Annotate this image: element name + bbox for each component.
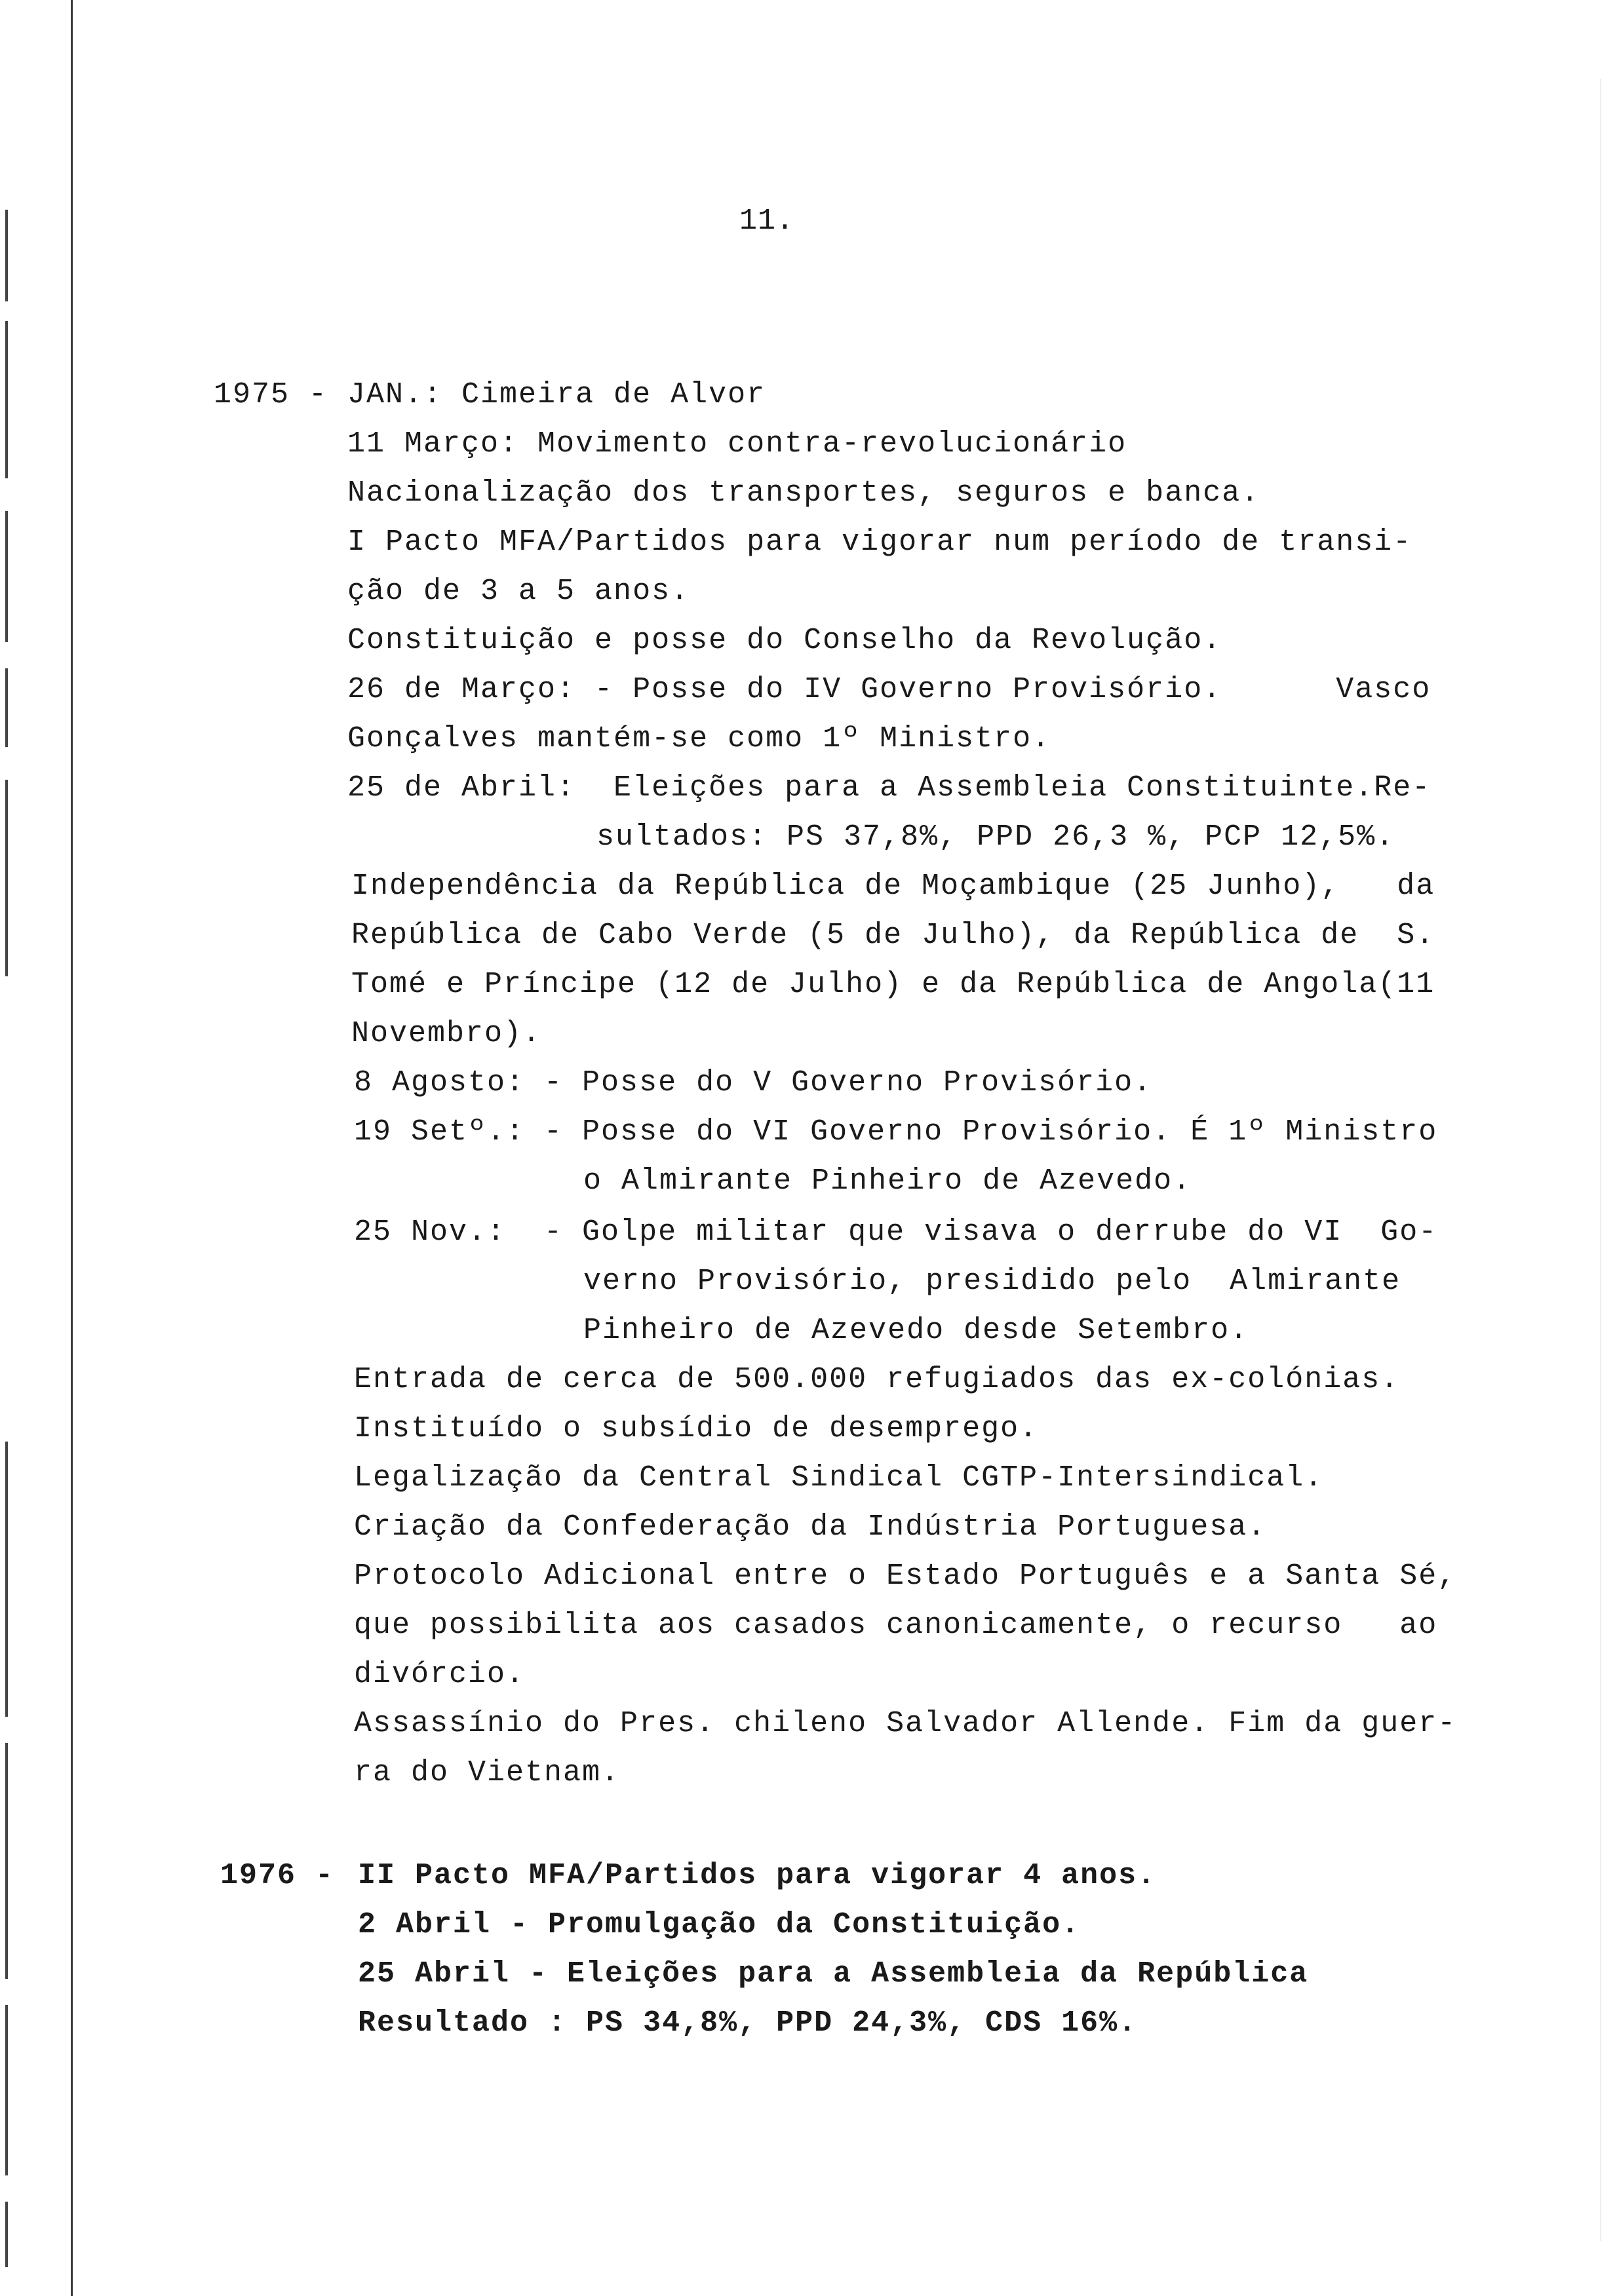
- page-number: 11.: [739, 204, 795, 238]
- entry-line: Pinheiro de Azevedo desde Setembro.: [583, 1314, 1249, 1347]
- entry-line: ra do Vietnam.: [354, 1756, 621, 1789]
- entry-line: 25 Nov.: - Golpe militar que visava o derrube do VI Go-: [354, 1215, 1438, 1249]
- year-1975: 1975 -: [214, 378, 328, 411]
- entry-line: ção de 3 a 5 anos.: [347, 575, 690, 608]
- entry-line: 8 Agosto: - Posse do V Governo Provisório.: [354, 1066, 1153, 1100]
- entry-line: Assassínio do Pres. chileno Salvador Allende. Fim da guer-: [354, 1707, 1457, 1740]
- entry-line: 25 Abril - Eleições para a Assembleia da República: [358, 1957, 1309, 1991]
- left-margin-rule: [71, 0, 73, 2296]
- entry-line: II Pacto MFA/Partidos para vigorar 4 anos.: [358, 1859, 1157, 1892]
- entry-line: Nacionalização dos transportes, seguros e banca.: [347, 476, 1260, 510]
- entry-line: Instituído o subsídio de desemprego.: [354, 1412, 1039, 1445]
- entry-line: que possibilita aos casados canonicamente, o recurso ao: [354, 1609, 1438, 1642]
- entry-line: Independência da República de Moçambique (25 Junho), da: [351, 870, 1435, 903]
- entry-line: Resultado : PS 34,8%, PPD 24,3%, CDS 16%.: [358, 2006, 1138, 2040]
- entry-line: República de Cabo Verde (5 de Julho), da República de S.: [351, 919, 1435, 952]
- year-1976: 1976 -: [220, 1859, 335, 1892]
- entry-line: 26 de Março: - Posse do IV Governo Provisório. Vasco: [347, 673, 1431, 706]
- entry-line: o Almirante Pinheiro de Azevedo.: [583, 1164, 1192, 1198]
- entry-line: Entrada de cerca de 500.000 refugiados das ex-colónias.: [354, 1363, 1400, 1396]
- entry-line: Tomé e Príncipe (12 de Julho) e da República de Angola(11: [351, 968, 1435, 1001]
- entry-line: Gonçalves mantém-se como 1º Ministro.: [347, 722, 1051, 756]
- entry-line: divórcio.: [354, 1658, 526, 1691]
- entry-line: JAN.: Cimeira de Alvor: [347, 378, 766, 411]
- entry-line: I Pacto MFA/Partidos para vigorar num período de transi-: [347, 526, 1412, 559]
- entry-line: Novembro).: [351, 1017, 542, 1050]
- entry-line: 25 de Abril: Eleições para a Assembleia Constituinte.Re-: [347, 771, 1431, 805]
- entry-line: verno Provisório, presidido pelo Almirante: [583, 1265, 1401, 1298]
- entry-line: Legalização da Central Sindical CGTP-Intersindical.: [354, 1461, 1324, 1495]
- binding-marks: [3, 210, 12, 2267]
- entry-line: Protocolo Adicional entre o Estado Português e a Santa Sé,: [354, 1559, 1457, 1593]
- entry-line: Criação da Confederação da Indústria Portuguesa.: [354, 1510, 1267, 1544]
- entry-line: Constituição e posse do Conselho da Revolução.: [347, 624, 1222, 657]
- entry-line: sultados: PS 37,8%, PPD 26,3 %, PCP 12,5%.: [596, 820, 1395, 854]
- entry-line: 19 Setº.: - Posse do VI Governo Provisório. É 1º Ministro: [354, 1115, 1438, 1149]
- entry-line: 11 Março: Movimento contra-revolucionário: [347, 427, 1127, 461]
- entry-line: 2 Abril - Promulgação da Constituição.: [358, 1908, 1081, 1942]
